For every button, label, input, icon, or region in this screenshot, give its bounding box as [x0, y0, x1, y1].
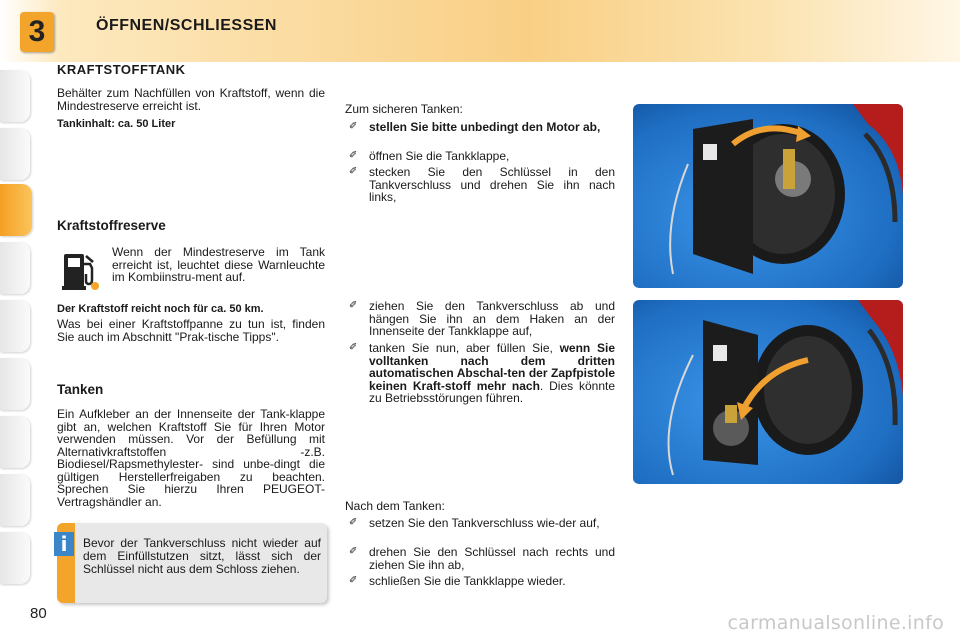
chapter-number-badge: 3 [20, 12, 54, 52]
safe-refuel-intro: Zum sicheren Tanken: [345, 102, 463, 116]
reserve-range-note: Der Kraftstoff reicht noch für ca. 50 km. [57, 303, 264, 315]
page-number: 80 [30, 605, 47, 622]
pencil-bullet-icon: ✐ [349, 166, 358, 177]
safe-step-2: ✐ öffnen Sie die Tankklappe, [349, 149, 510, 163]
pencil-bullet-icon: ✐ [349, 517, 358, 528]
tank-capacity: Tankinhalt: ca. 50 Liter [57, 118, 176, 130]
safe-step-1: ✐ stellen Sie bitte unbedingt den Motor ab, [349, 120, 601, 134]
fuel-cap-hanging-photo [633, 300, 903, 484]
intro-text: Behälter zum Nachfüllen von Kraftstoff, wenn die Mindestreserve erreicht ist. [57, 86, 325, 113]
reserve-text: Wenn der Mindestreserve im Tank erreicht ist, leuchtet diese Warnleuchte im Kombiinstru-ment auf. [112, 245, 325, 284]
pencil-bullet-icon: ✐ [349, 121, 358, 132]
safe-step-3: ✐ stecken Sie den Schlüssel in den Tankverschluss und drehen Sie ihn nach links, [349, 165, 615, 204]
fuel-warning-icon [60, 248, 102, 294]
fuel-flap-open-photo [633, 104, 903, 288]
chapter-tab-4[interactable] [0, 242, 30, 294]
watermark: carmanualsonline.info [727, 612, 944, 634]
pencil-bullet-icon: ✐ [349, 300, 358, 311]
info-icon: i [54, 532, 74, 556]
info-text: Bevor der Tankverschluss nicht wieder auf dem Einfüllstutzen sitzt, lässt sich der Schlüssel nicht aus dem Schloss ziehen. [83, 536, 321, 576]
reserve-heading: Kraftstoffreserve [57, 218, 166, 233]
after-refuel-intro: Nach dem Tanken: [345, 499, 445, 513]
section-title: KRAFTSTOFFTANK [57, 62, 186, 77]
chapter-title: ÖFFNEN/SCHLIESSEN [96, 17, 277, 34]
safe-step-4: ✐ ziehen Sie den Tankverschluss ab und hängen Sie ihn an dem Haken an der Innenseite der Tankklappe auf, [349, 299, 615, 338]
tanken-text: Ein Aufkleber an der Innenseite der Tank-klappe gibt an, welchen Kraftstoff Sie für Ihren Motor verwenden müssen. Vor der Befüllung mit Alternativkraftstoffen -z.B. Biodiesel/Rapsmethylester- sind unbe-dingt die gültigen Herstellerfreigaben zu beachten. Sprechen Sie hierzu Ihren PEUGEOT-Vertragshändler an. [57, 407, 325, 509]
tanken-heading: Tanken [57, 382, 104, 397]
chapter-tab-3-active[interactable] [0, 184, 32, 236]
chapter-tab-8[interactable] [0, 474, 30, 526]
after-step-3: ✐ schließen Sie die Tankklappe wieder. [349, 574, 566, 588]
pencil-bullet-icon: ✐ [349, 546, 358, 557]
pencil-bullet-icon: ✐ [349, 575, 358, 586]
chapter-tab-9[interactable] [0, 532, 30, 584]
after-step-1: ✐ setzen Sie den Tankverschluss wie-der auf, [349, 516, 600, 530]
chapter-tab-7[interactable] [0, 416, 30, 468]
pencil-bullet-icon: ✐ [349, 150, 358, 161]
pencil-bullet-icon: ✐ [349, 342, 358, 353]
after-step-2: ✐ drehen Sie den Schlüssel nach rechts und ziehen Sie ihn ab, [349, 545, 615, 572]
chapter-tab-1[interactable] [0, 70, 30, 122]
safe-step-5: ✐ tanken Sie nun, aber füllen Sie, wenn Sie volltanken nach dem dritten automatischen Abschal-ten der Zapfpistole keinen Kraft-stoff mehr nach. Dies könnte zu Betriebsstörungen führen. [349, 341, 616, 405]
chapter-tab-6[interactable] [0, 358, 30, 410]
chapter-tab-2[interactable] [0, 128, 30, 180]
chapter-tab-5[interactable] [0, 300, 30, 352]
reserve-tip: Was bei einer Kraftstoffpanne zu tun ist, finden Sie auch im Abschnitt "Prak-tische Tipps". [57, 317, 325, 344]
